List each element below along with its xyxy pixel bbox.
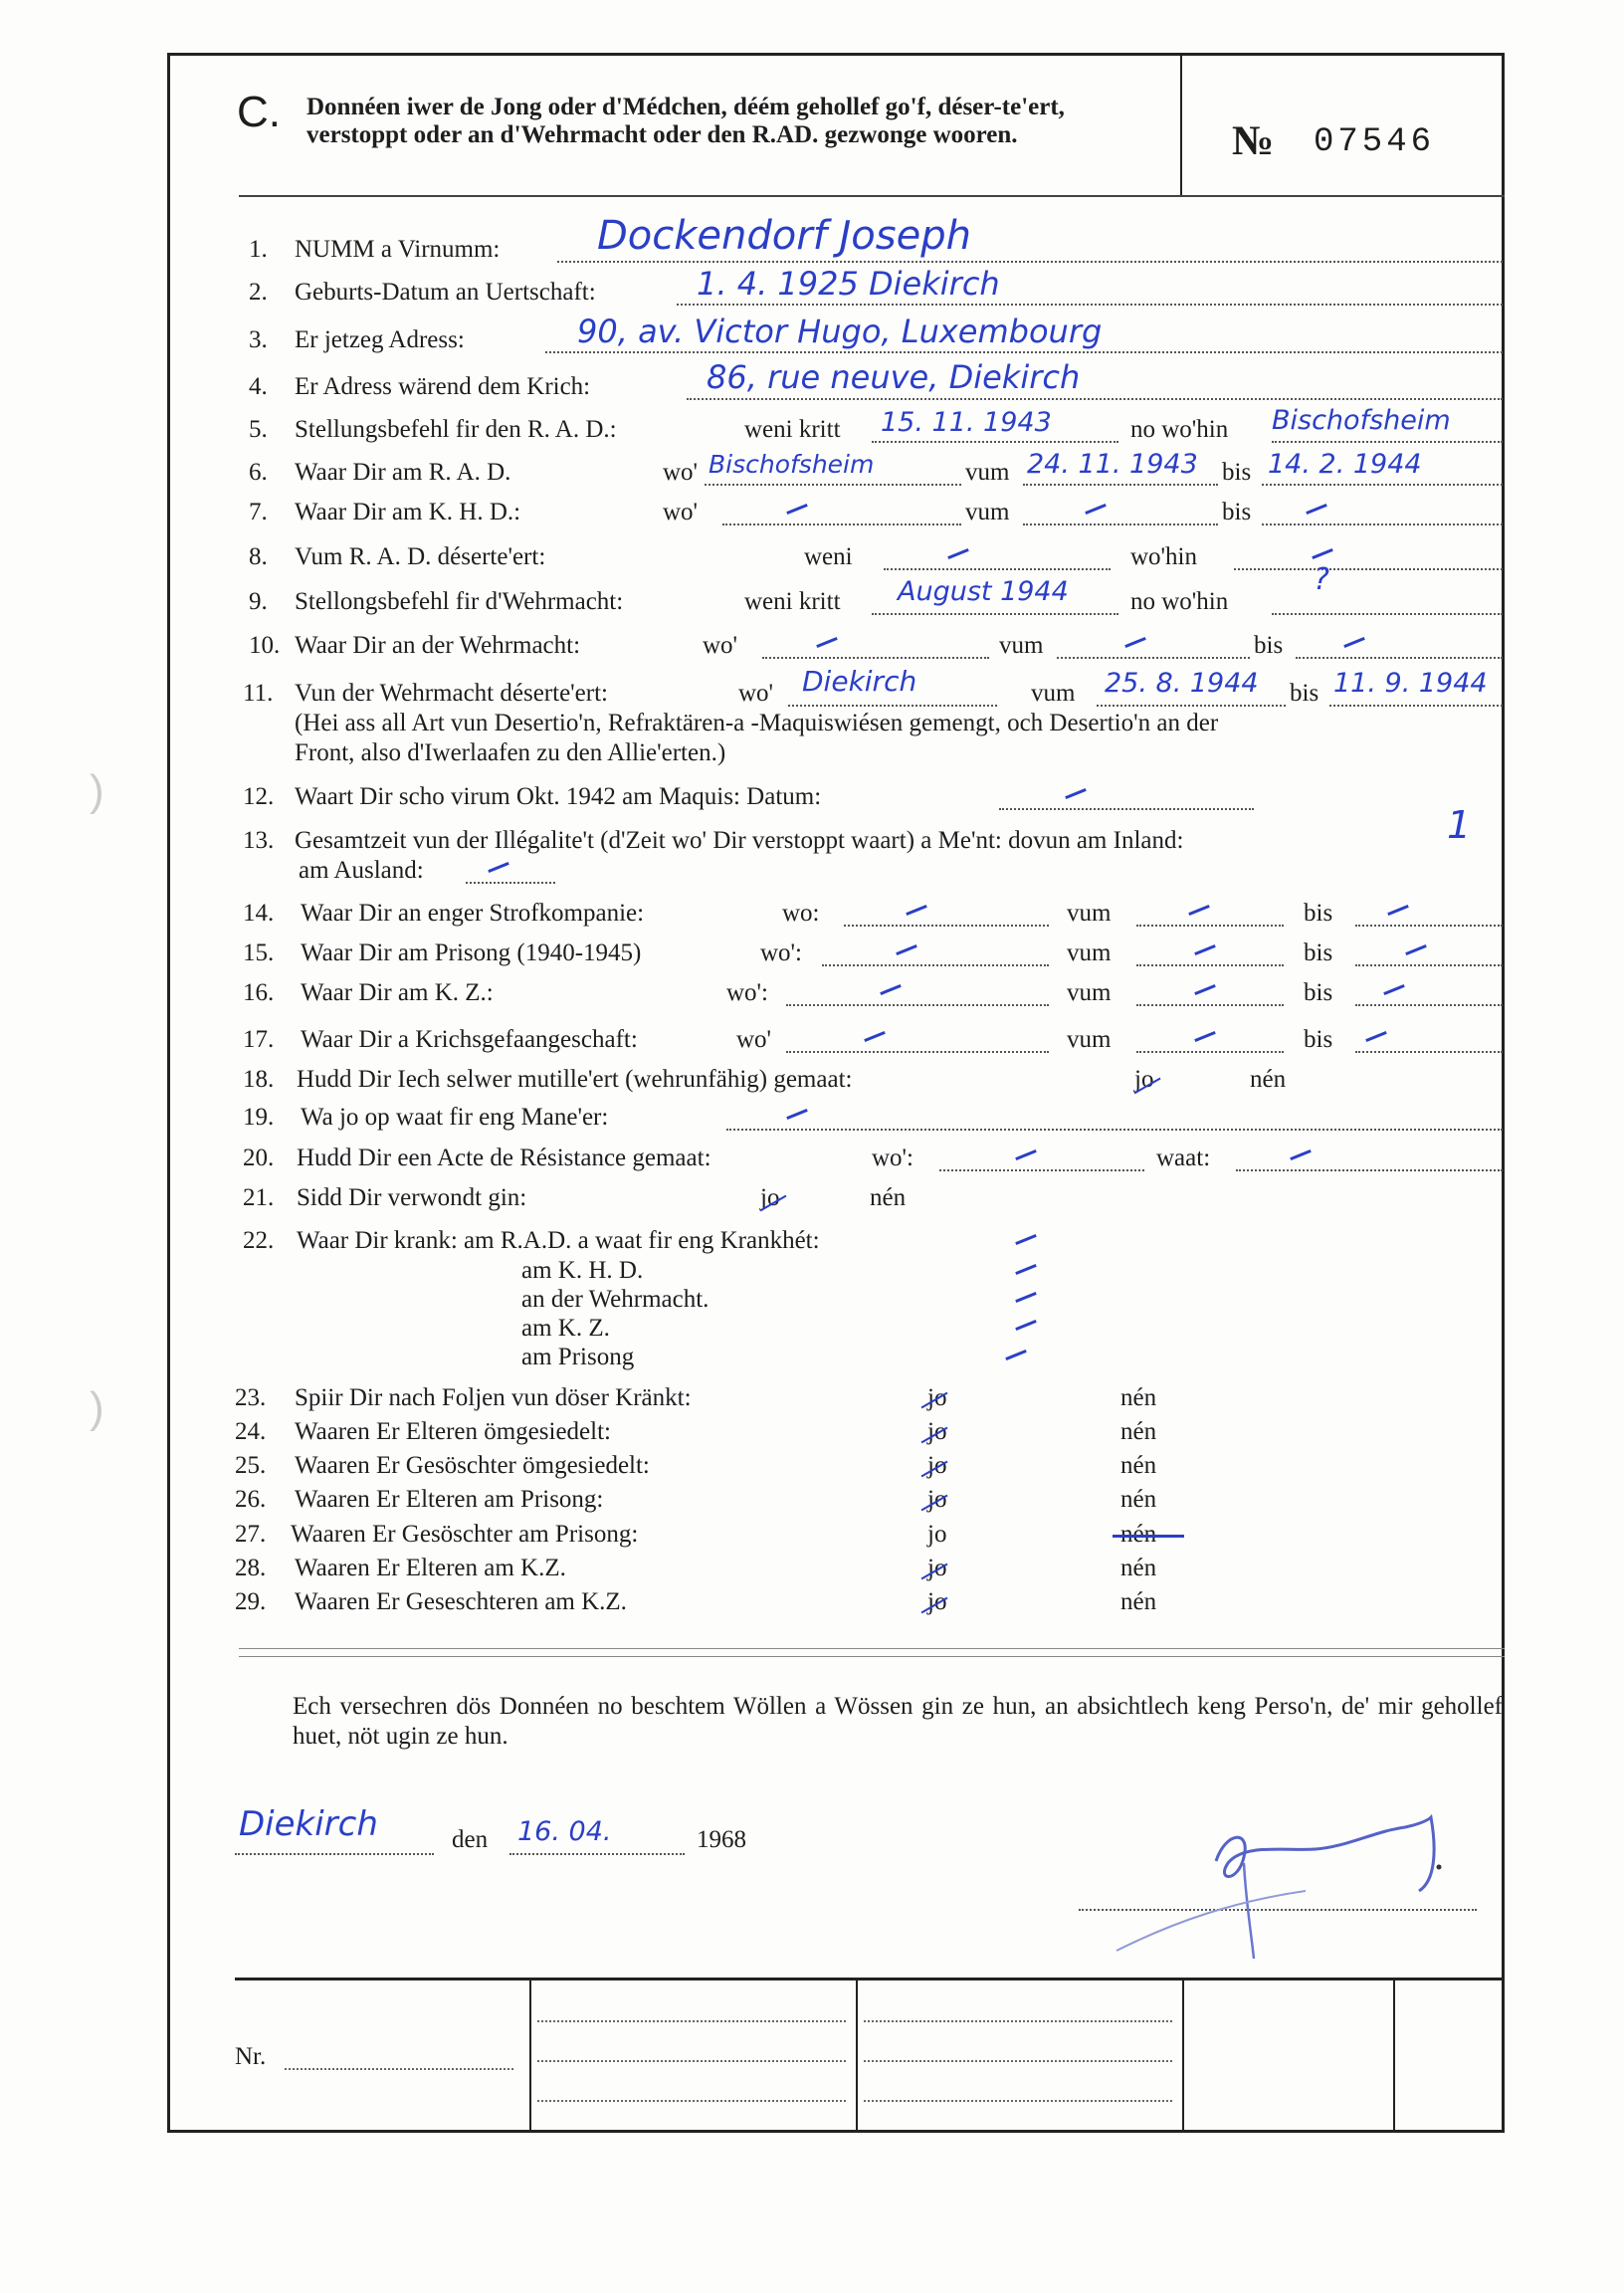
desertion-to: 11. 9. 1944 [1333,668,1488,699]
sub-label: am Prisong [521,1344,635,1370]
table-line [864,2060,1172,2062]
answer-line [722,523,961,525]
answer-nen: nén [1250,1066,1287,1093]
answer-nen: nén [1120,1418,1157,1445]
answer-line [844,925,1049,927]
item-number: 6. [249,459,268,486]
item-number: 29. [235,1588,267,1615]
item-number: 22. [243,1227,275,1254]
answer-line [466,882,555,884]
answer-jo: jo [927,1452,947,1479]
field-label: weni kritt [744,416,841,443]
sub-label: am K. H. D. [521,1257,644,1284]
answer-nen: nén [1120,1588,1157,1615]
field-label: wo' [738,680,774,707]
item-number: 26. [235,1486,267,1513]
table-line [537,2020,846,2022]
item-label: Waaren Er Geseschteren am K.Z. [295,1588,627,1615]
answer-line [1097,705,1286,707]
field-label: weni [804,543,853,570]
name-answer: Dockendorf Joseph [597,213,971,259]
signature-icon [1077,1791,1475,1961]
item-label: Sidd Dir verwondt gin: [297,1184,527,1211]
answer-line [1023,523,1218,525]
field-label: no wo'hin [1130,416,1229,443]
answer-line [1234,568,1503,570]
answer-line [762,657,989,659]
place-line [235,1853,434,1855]
item-number: 25. [235,1452,267,1479]
item-number: 1. [249,236,268,263]
item-label: Hudd Dir Iech selwer mutille'ert (wehrunfähig) gemaat: [297,1066,853,1093]
answer-line [1136,1004,1284,1006]
answer-jo: jo [1134,1066,1154,1093]
field-label: vum [965,459,1010,486]
address-answer: 90, av. Victor Hugo, Luxembourg [577,313,1103,350]
strike-mark [1113,1535,1184,1538]
item-label: Wa jo op waat fir eng Mane'er: [301,1104,609,1131]
item-label: Waar Dir am R. A. D. [295,459,511,486]
field-label: wo': [872,1145,914,1171]
item-note: (Hei ass all Art vun Desertio'n, Refraktären-a -Maquiswiésen gemengt, och Desertio'n an der [295,710,1219,736]
field-label: vum [1067,900,1112,927]
separator [239,1648,1505,1649]
field-label: wo' [663,459,699,486]
field-label: weni kritt [744,588,841,615]
item-label: Hudd Dir een Acte de Résistance gemaat: [297,1145,711,1171]
den-label: den [452,1826,489,1853]
field-label: vum [1067,1026,1112,1053]
item-number: 27. [235,1521,267,1548]
answer-line [1355,1004,1503,1006]
table-column [1182,1980,1184,2130]
declaration-text: Ech versechren dös Donnéen no beschtem Wöllen a Wössen gin ze hun, an absichtlech keng Perso'n, de' mir gehollef huet, nöt ugin ze hun. [293,1693,1503,1750]
answer-line [884,568,1111,570]
field-label: wo'hin [1130,543,1198,570]
item-label: Waar Dir am Prisong (1940-1945) [301,939,642,966]
item-label: Spiir Dir nach Foljen vun döser Kränkt: [295,1384,692,1411]
item-label: Waar Dir an enger Strofkompanie: [301,900,645,927]
answer-line [1355,1051,1503,1053]
answer-line [999,808,1254,810]
field-label: wo': [760,939,803,966]
item-number: 23. [235,1384,267,1411]
item-label: Stellongsbefehl fir d'Wehrmacht: [295,588,624,615]
field-label: wo' [736,1026,772,1053]
field-label: vum [965,499,1010,525]
item-label: Waar Dir krank: am R.A.D. a waat fir eng Krankhét: [297,1227,820,1254]
desertion-from: 25. 8. 1944 [1105,668,1259,699]
rad-order-place: Bischofsheim [1272,405,1451,436]
item-label: Waaren Er Elteren am Prisong: [295,1486,604,1513]
item-number: 24. [235,1418,267,1445]
item-number: 2. [249,279,268,306]
table-line [864,2020,1172,2022]
wehrmacht-order-place: ? [1314,562,1329,597]
table-column [856,1980,858,2130]
item-label: Waart Dir scho virum Okt. 1942 am Maquis: Datum: [295,783,822,810]
item-label: Waaren Er Elteren am K.Z. [295,1555,566,1581]
answer-line [687,398,1503,400]
answer-nen: nén [1120,1486,1157,1513]
field-label: bis [1304,979,1333,1006]
item-number: 3. [249,326,268,353]
answer-line [1296,657,1503,659]
item-label: Geburts-Datum an Uertschaft: [295,279,596,306]
field-label: wo' [703,632,738,659]
header-divider [1180,56,1182,195]
item-label: Gesamtzeit vun der Illégalite't (d'Zeit wo' Dir verstoppt waart) a Me'nt: dovun am Inland: [295,827,1184,854]
answer-line [1136,964,1284,966]
item-label: Waar Dir am K. Z.: [301,979,494,1006]
item-number: 19. [243,1104,275,1131]
item-label: am Ausland: [299,857,424,884]
answer-line [786,1004,1049,1006]
item-label: Waaren Er Elteren ömgesiedelt: [295,1418,611,1445]
field-label: wo': [726,979,769,1006]
header-rule [239,195,1505,197]
sub-label: am K. Z. [521,1315,610,1342]
item-number: 12. [243,783,275,810]
answer-line [872,441,1118,443]
item-number: 9. [249,588,268,615]
answer-line [1262,523,1503,525]
item-number: 21. [243,1184,275,1211]
item-label: Waaren Er Gesöschter am Prisong: [291,1521,639,1548]
answer-jo: jo [760,1184,780,1211]
answer-nen: nén [1120,1384,1157,1411]
section-letter: C. [237,88,281,136]
answer-line [1236,1169,1503,1171]
answer-line [557,261,1503,263]
item-number: 16. [243,979,275,1006]
separator [239,1656,1505,1657]
nr-label: Nr. [235,2043,267,2070]
punch-hole-mark: ) [90,1383,104,1432]
field-label: bis [1222,499,1252,525]
answer-line [705,484,961,486]
item-label: Waar Dir a Krichsgefaangeschaft: [301,1026,638,1053]
field-label: bis [1304,1026,1333,1053]
field-label: no wo'hin [1130,588,1229,615]
item-label: Waar Dir am K. H. D.: [295,499,521,525]
item-number: 5. [249,416,268,443]
field-label: vum [1031,680,1076,707]
answer-line [1272,613,1503,615]
field-label: vum [999,632,1044,659]
war-address-answer: 86, rue neuve, Diekirch [707,358,1081,396]
field-label: bis [1254,632,1284,659]
signature-place: Diekirch [239,1804,378,1844]
field-label: vum [1067,939,1112,966]
field-label: waat: [1156,1145,1211,1171]
answer-line [872,613,1118,615]
sub-label: an der Wehrmacht. [521,1286,710,1313]
answer-line [1355,964,1503,966]
item-label: NUMM a Virnumm: [295,236,501,263]
answer-line [1262,484,1503,486]
item-number: 20. [243,1145,275,1171]
punch-hole-mark: ) [90,766,104,815]
item-number: 8. [249,543,268,570]
item-number: 15. [243,939,275,966]
answer-line [1136,925,1284,927]
item-number: 10. [249,632,281,659]
answer-line [1136,1051,1284,1053]
nr-line [285,2068,513,2070]
item-number: 28. [235,1555,267,1581]
item-number: 4. [249,373,268,400]
field-label: bis [1304,900,1333,927]
item-label: Stellungsbefehl fir den R. A. D.: [295,416,617,443]
answer-jo: jo [927,1555,947,1581]
answer-line [1329,705,1503,707]
answer-line [1023,484,1218,486]
bottom-table-border [235,1978,1505,1980]
answer-line [786,1051,1049,1053]
item-label: Er Adress wärend dem Krich: [295,373,591,400]
field-label: bis [1304,939,1333,966]
answer-nen: nén [870,1184,907,1211]
item-label: Er jetzeg Adress: [295,326,465,353]
answer-jo: jo [927,1521,947,1548]
item-label: Vum R. A. D. déserte'ert: [295,543,546,570]
rad-order-date: 15. 11. 1943 [881,407,1052,438]
form-frame-bottom [167,2130,1505,2133]
answer-nen: nén [1120,1452,1157,1479]
answer-line [1355,925,1503,927]
table-column [529,1980,531,2130]
item-label: Vun der Wehrmacht déserte'ert: [295,680,608,707]
inland-months: 1 [1447,803,1472,847]
answer-line [677,304,1503,306]
answer-line [939,1169,1144,1171]
rad-from: 24. 11. 1943 [1027,449,1198,480]
item-label: Waar Dir an der Wehrmacht: [295,632,581,659]
item-number: 14. [243,900,275,927]
table-line [537,2100,846,2102]
table-line [864,2100,1172,2102]
desertion-place: Diekirch [802,665,917,698]
item-number: 17. [243,1026,275,1053]
birth-answer: 1. 4. 1925 Diekirch [697,265,1000,303]
rad-to: 14. 2. 1944 [1268,449,1422,480]
answer-jo: jo [927,1384,947,1411]
field-label: bis [1222,459,1252,486]
section-title: Donnéen iwer de Jong oder d'Médchen, déém gehollef go'f, déser-te'ert, verstoppt oder an d'Wehrmacht oder den R.AD. gezwonge wooren. [306,94,1065,148]
wehrmacht-order-date: August 1944 [898,576,1069,607]
field-label: vum [1067,979,1112,1006]
number-label: № [1232,118,1275,164]
item-note: Front, also d'Iwerlaafen zu den Allie'erten.) [295,739,726,766]
field-label: wo: [782,900,820,927]
table-line [537,2060,846,2062]
answer-line [545,351,1503,353]
answer-line [788,705,997,707]
signature-year: 1968 [697,1826,746,1853]
field-label: wo' [663,499,699,525]
item-label: Waaren Er Gesöschter ömgesiedelt: [295,1452,650,1479]
item-number: 11. [243,680,274,707]
answer-line [1057,657,1250,659]
signature-date: 16. 04. [517,1816,612,1847]
answer-line [822,964,1049,966]
form-number: 07546 [1314,123,1436,161]
table-column [1393,1980,1395,2130]
answer-line [726,1129,1503,1131]
item-number: 7. [249,499,268,525]
answer-jo: jo [927,1486,947,1513]
answer-jo: jo [927,1418,947,1445]
field-label: bis [1290,680,1320,707]
answer-nen: nén [1120,1521,1157,1548]
answer-line [1272,441,1503,443]
answer-jo: jo [927,1588,947,1615]
date-line [509,1853,685,1855]
item-number: 18. [243,1066,275,1093]
item-number: 13. [243,827,275,854]
answer-nen: nén [1120,1555,1157,1581]
rad-place: Bischofsheim [709,450,875,479]
